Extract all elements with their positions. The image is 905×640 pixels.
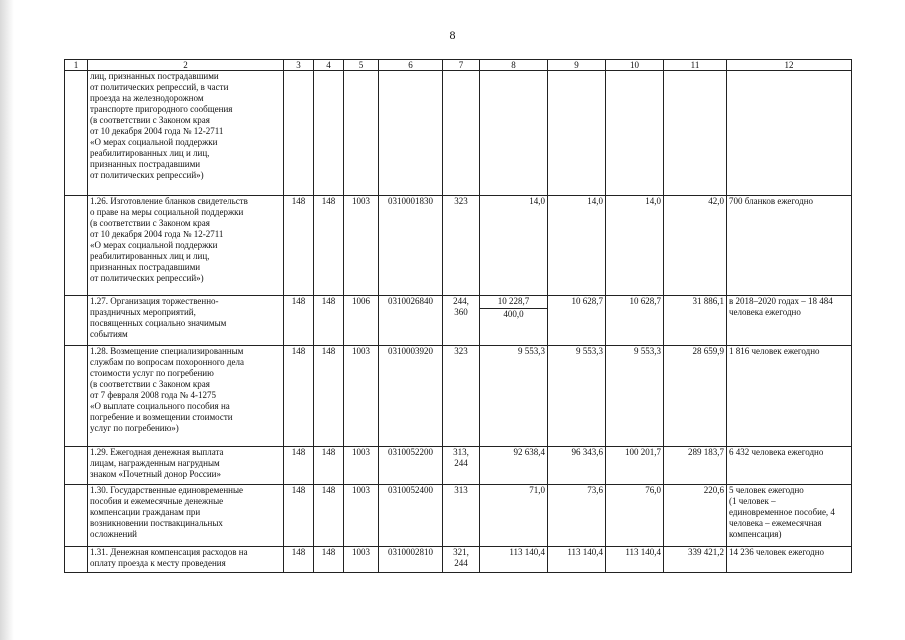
cell-col7: 321, 244 <box>443 547 480 573</box>
cell-col6: 0310052200 <box>379 447 443 485</box>
cell-col8: 113 140,4 <box>480 547 548 573</box>
cell-description: 1.31. Денежная компенсация расходов на оплату проезда к месту проведения <box>88 547 284 573</box>
cell-col5 <box>344 71 379 196</box>
column-header: 6 <box>379 60 443 71</box>
cell-col5: 1003 <box>344 485 379 547</box>
cell-col3: 148 <box>284 346 314 447</box>
cell-col11 <box>664 71 727 196</box>
table-header-row <box>65 60 852 71</box>
cell-col9: 14,0 <box>548 196 606 296</box>
column-header: 10 <box>606 60 664 71</box>
cell-col5: 1003 <box>344 547 379 573</box>
cell-col8-top: 10 228,7 <box>480 296 547 309</box>
column-header: 5 <box>344 60 379 71</box>
table-row <box>65 447 852 485</box>
cell-col12: 1 816 человек ежегодно <box>727 346 852 447</box>
cell-col4: 148 <box>314 485 344 547</box>
cell-col9: 113 140,4 <box>548 547 606 573</box>
cell-col10 <box>606 71 664 196</box>
cell-col11: 28 659,9 <box>664 346 727 447</box>
scan-edge-shadow <box>0 0 14 640</box>
cell-number <box>65 346 88 447</box>
cell-col10: 100 201,7 <box>606 447 664 485</box>
table-row <box>65 71 852 196</box>
cell-col8: 71,0 <box>480 485 548 547</box>
cell-col9: 9 553,3 <box>548 346 606 447</box>
cell-col4: 148 <box>314 447 344 485</box>
cell-col10: 14,0 <box>606 196 664 296</box>
cell-col12: 14 236 человек ежегодно <box>727 547 852 573</box>
cell-col7: 244, 360 <box>443 296 480 346</box>
cell-col8: 92 638,4 <box>480 447 548 485</box>
cell-col3: 148 <box>284 485 314 547</box>
cell-col9: 10 628,7 <box>548 296 606 346</box>
cell-col12 <box>727 71 852 196</box>
cell-col7: 323 <box>443 196 480 296</box>
cell-description: 1.27. Организация торжественно- праздничных мероприятий, посвященных социально значимым событиям <box>88 296 284 346</box>
cell-col6 <box>379 71 443 196</box>
cell-col8-bottom: 400,0 <box>503 309 524 319</box>
cell-col8: 14,0 <box>480 196 548 296</box>
cell-col8: 9 553,3 <box>480 346 548 447</box>
table-row <box>65 346 852 447</box>
cell-col5: 1003 <box>344 346 379 447</box>
cell-col10: 9 553,3 <box>606 346 664 447</box>
column-header: 11 <box>664 60 727 71</box>
cell-number <box>65 447 88 485</box>
cell-col4 <box>314 71 344 196</box>
cell-description: 1.26. Изготовление бланков свидетельств о праве на меры социальной поддержки (в соответствии с Законом края от 10 декабря 2004 года № 12-2711 «О мерах социальной поддержки реабилитированных лиц и лиц, признанных пострадавшими от политических репрессий») <box>88 196 284 296</box>
cell-col11: 220,6 <box>664 485 727 547</box>
cell-col7: 323 <box>443 346 480 447</box>
cell-col12: 700 бланков ежегодно <box>727 196 852 296</box>
budget-table <box>64 59 852 573</box>
column-header: 12 <box>727 60 852 71</box>
cell-col11: 339 421,2 <box>664 547 727 573</box>
cell-col11: 31 886,1 <box>664 296 727 346</box>
cell-col6: 0310026840 <box>379 296 443 346</box>
cell-col4: 148 <box>314 547 344 573</box>
table-row <box>65 547 852 573</box>
cell-col7: 313 <box>443 485 480 547</box>
cell-number <box>65 196 88 296</box>
cell-number <box>65 71 88 196</box>
cell-col6: 0310002810 <box>379 547 443 573</box>
cell-col3: 148 <box>284 196 314 296</box>
cell-col8 <box>480 296 548 346</box>
cell-col11: 289 183,7 <box>664 447 727 485</box>
cell-description: лиц, признанных пострадавшими от политических репрессий, в части проезда на железнодорожном транспорте пригородного сообщения (в соответствии с Законом края от 10 декабря 2004 года № 12-2711 «О мерах социальной поддержки реабилитированных лиц и лиц, признанных пострадавшими от политических репрессий») <box>88 71 284 196</box>
cell-col7: 313, 244 <box>443 447 480 485</box>
cell-col3: 148 <box>284 547 314 573</box>
cell-col12: 5 человек ежегодно (1 человек – единовременное пособие, 4 человека – ежемесячная компенсация) <box>727 485 852 547</box>
cell-col3 <box>284 71 314 196</box>
column-header: 9 <box>548 60 606 71</box>
column-header: 3 <box>284 60 314 71</box>
cell-col6: 0310001830 <box>379 196 443 296</box>
column-header: 4 <box>314 60 344 71</box>
cell-number <box>65 485 88 547</box>
cell-col4: 148 <box>314 346 344 447</box>
cell-number <box>65 296 88 346</box>
cell-col4: 148 <box>314 196 344 296</box>
cell-col7 <box>443 71 480 196</box>
page-number: 8 <box>449 28 456 42</box>
cell-col10: 113 140,4 <box>606 547 664 573</box>
cell-description: 1.29. Ежегодная денежная выплата лицам, награжденным нагрудным знаком «Почетный донор России» <box>88 447 284 485</box>
cell-col3: 148 <box>284 296 314 346</box>
cell-col3: 148 <box>284 447 314 485</box>
column-header: 2 <box>88 60 284 71</box>
cell-col9: 96 343,6 <box>548 447 606 485</box>
cell-col5: 1003 <box>344 196 379 296</box>
table-row <box>65 196 852 296</box>
table-row <box>65 296 852 346</box>
cell-col4: 148 <box>314 296 344 346</box>
cell-description: 1.28. Возмещение специализированным службам по вопросам похоронного дела стоимости услуг по погребению (в соответствии с Законом края от 7 февраля 2008 года № 4-1275 «О выплате социального пособия на погребение и возмещении стоимости услуг по погребению») <box>88 346 284 447</box>
column-header: 7 <box>443 60 480 71</box>
cell-number <box>65 547 88 573</box>
cell-col6: 0310003920 <box>379 346 443 447</box>
cell-col10: 10 628,7 <box>606 296 664 346</box>
cell-col11: 42,0 <box>664 196 727 296</box>
cell-col9 <box>548 71 606 196</box>
column-header: 8 <box>480 60 548 71</box>
cell-description: 1.30. Государственные единовременные пособия и ежемесячные денежные компенсации гражданам при возникновении поствакцинальных осложнений <box>88 485 284 547</box>
table-row <box>65 485 852 547</box>
cell-col12: 6 432 человека ежегодно <box>727 447 852 485</box>
cell-col5: 1006 <box>344 296 379 346</box>
cell-col6: 0310052400 <box>379 485 443 547</box>
column-header: 1 <box>65 60 88 71</box>
cell-col12: в 2018–2020 годах – 18 484 человека ежегодно <box>727 296 852 346</box>
cell-col10: 76,0 <box>606 485 664 547</box>
cell-col5: 1003 <box>344 447 379 485</box>
cell-col9: 73,6 <box>548 485 606 547</box>
cell-col8 <box>480 71 548 196</box>
